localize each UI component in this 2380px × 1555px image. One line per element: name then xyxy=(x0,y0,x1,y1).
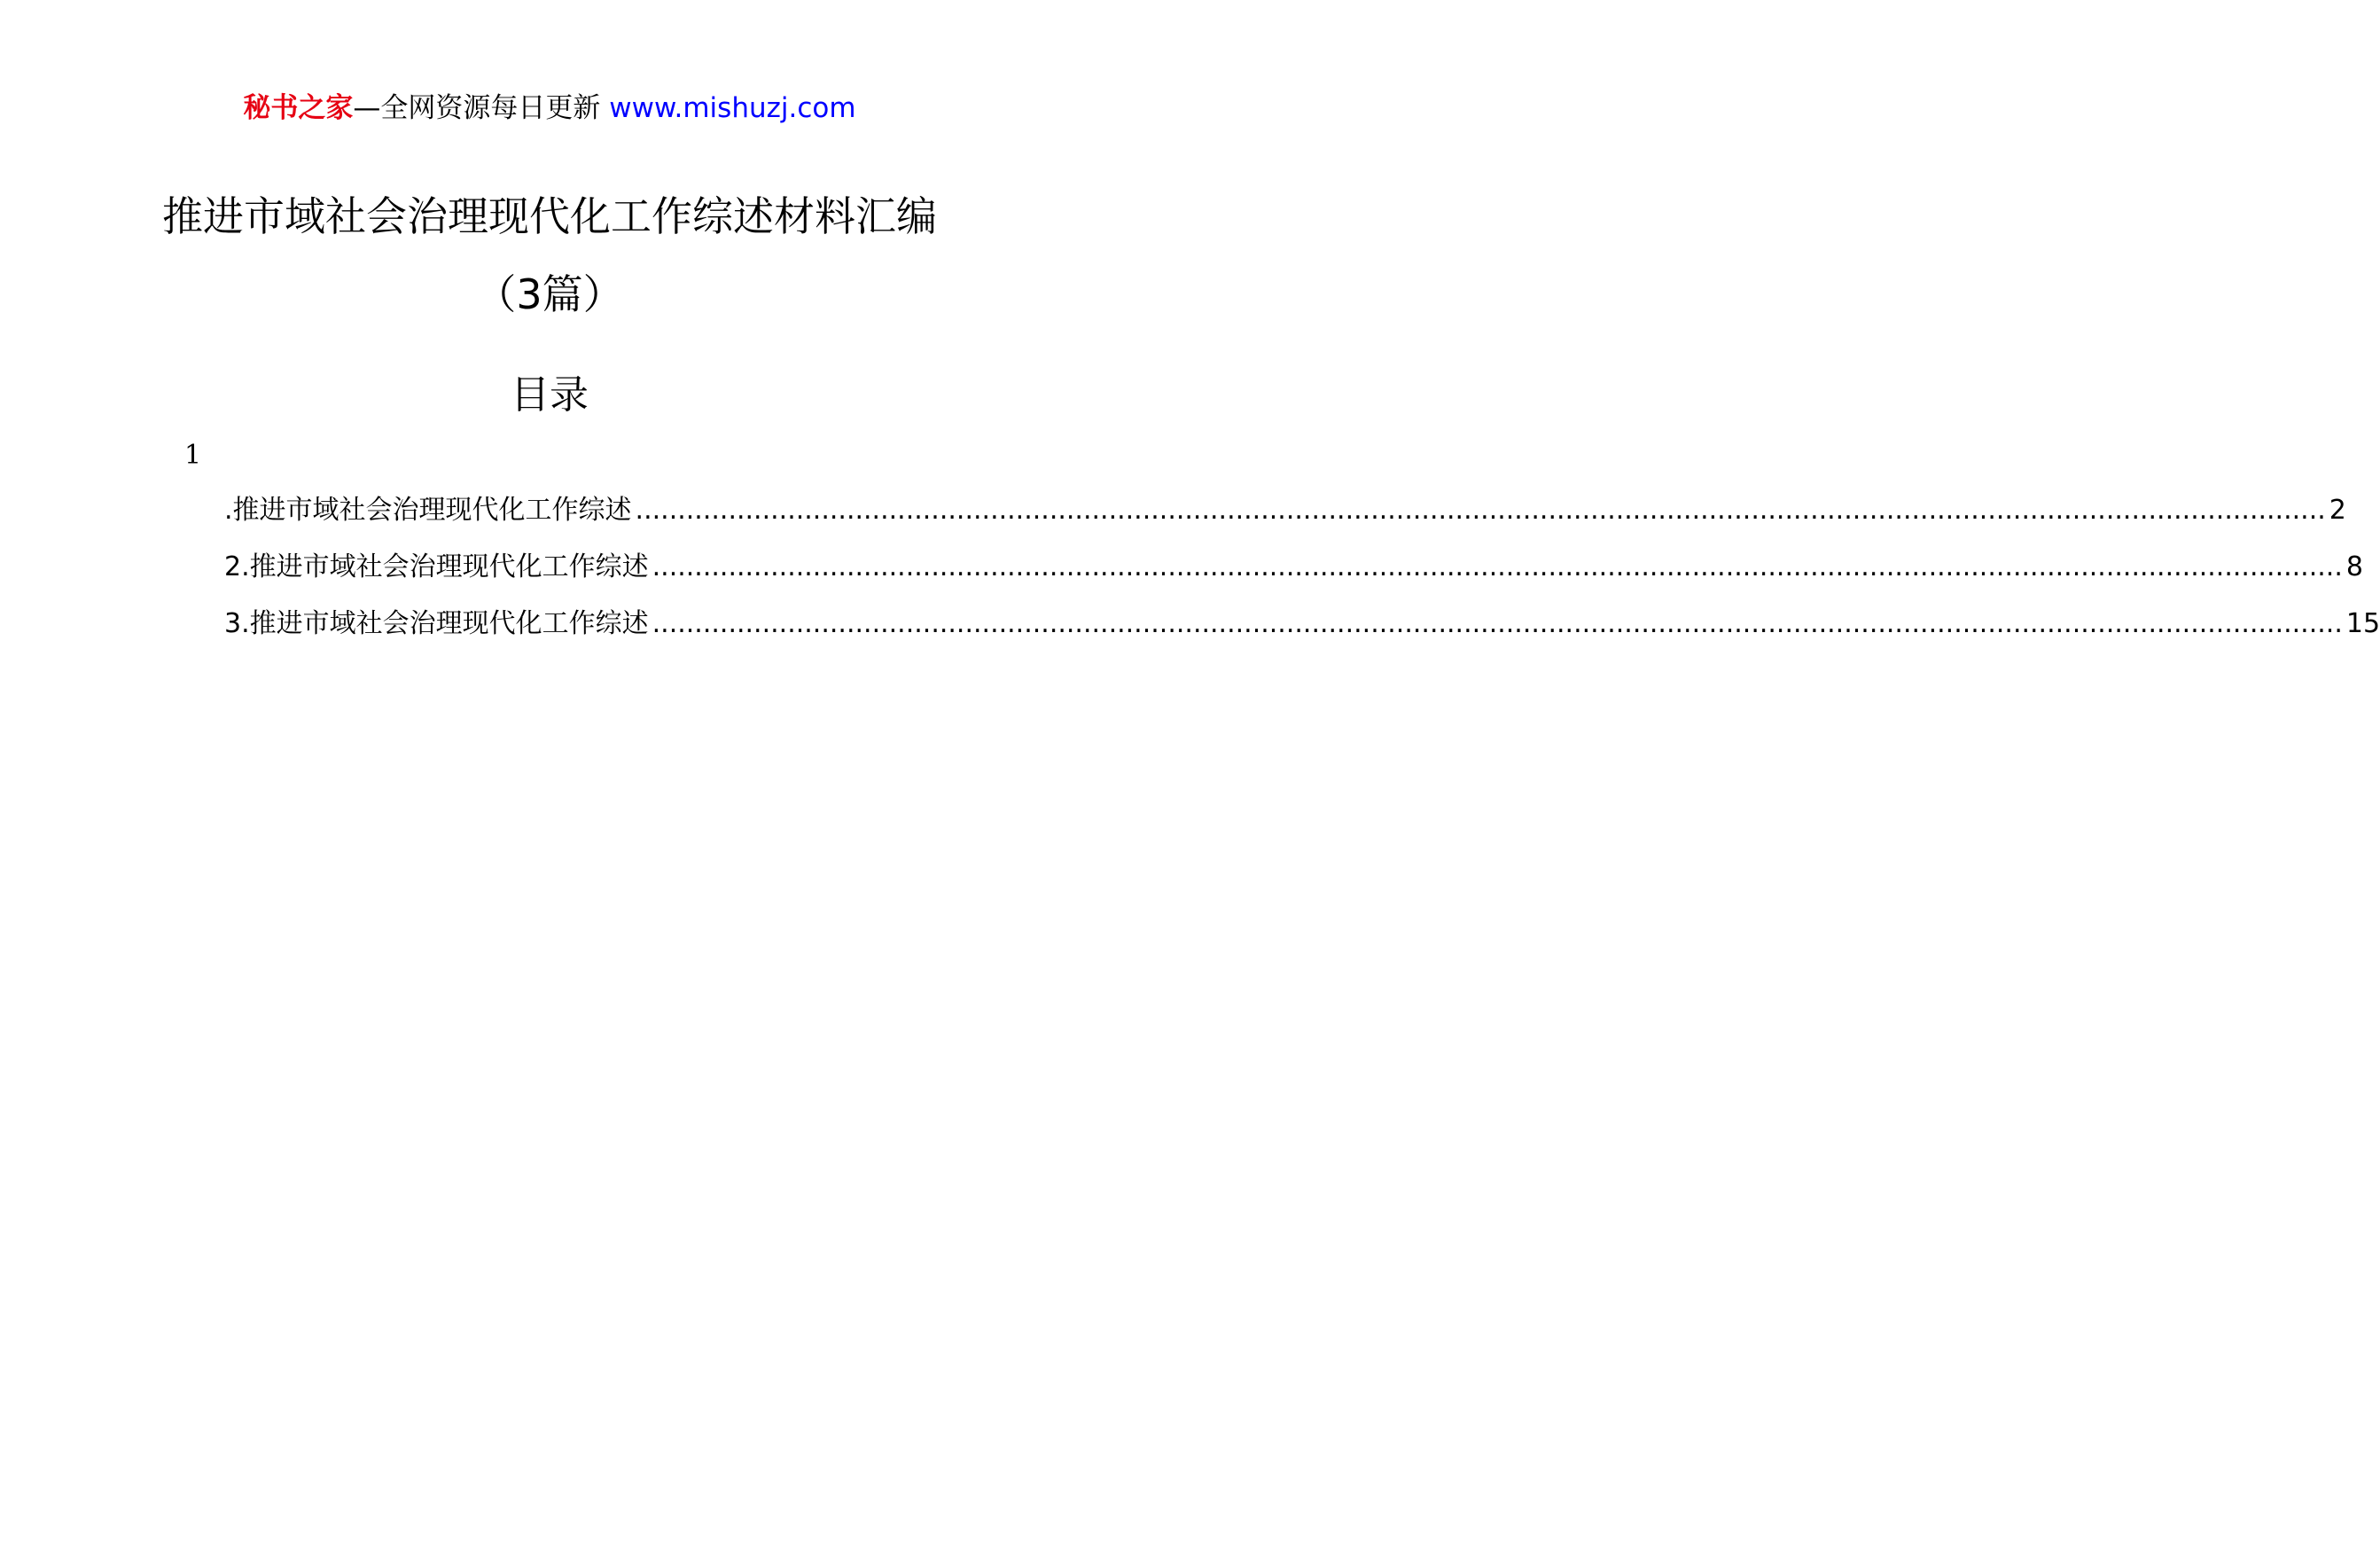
toc-entry-page: 15 xyxy=(2345,608,2380,639)
toc-entry[interactable] xyxy=(224,546,2363,603)
site-tagline: —全网资源每日更新 xyxy=(353,92,601,124)
site-brand: 秘书之家 xyxy=(243,92,354,124)
toc-entry-label: 3.推进市域社会治理现代化工作综述 xyxy=(224,608,649,639)
toc-entry[interactable] xyxy=(224,603,2380,660)
site-url-link[interactable]: www.mishuzj.com xyxy=(609,92,856,124)
toc-entry-page: 8 xyxy=(2345,551,2363,582)
toc-dot-leader: ........................................................................................................................................................................................................ xyxy=(652,608,2343,639)
document-title: 推进市域社会治理现代化工作综述材料汇编（3篇） xyxy=(162,192,937,318)
site-header xyxy=(0,87,1099,129)
toc-dot-leader: ........................................................................................................................................................................................................ xyxy=(635,495,2326,526)
toc-entry-label: .推进市域社会治理现代化工作综述 xyxy=(224,495,632,526)
toc-heading: 目录 xyxy=(511,372,589,418)
toc-stray-number: 1 xyxy=(184,440,202,471)
toc-dot-leader: ........................................................................................................................................................................................................ xyxy=(652,551,2343,582)
toc-entry-label: 2.推进市域社会治理现代化工作综述 xyxy=(224,551,649,582)
toc-list xyxy=(224,489,2380,660)
toc-entry[interactable] xyxy=(224,489,2346,546)
toc-entry-page: 2 xyxy=(2329,495,2346,526)
